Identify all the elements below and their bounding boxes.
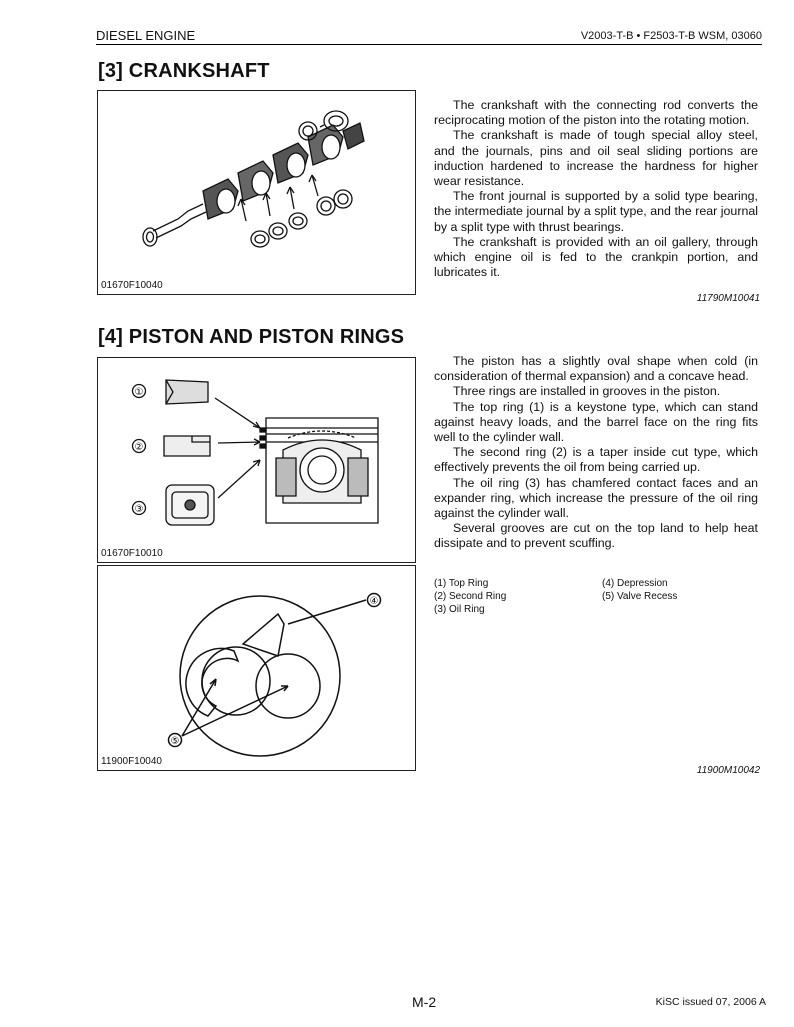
page-number: M-2	[412, 994, 437, 1010]
piston-rings-figure	[97, 357, 416, 563]
header-divider	[96, 44, 762, 45]
piston-rings-figure-id: 01670F10010	[101, 548, 163, 559]
piston-paragraph: The top ring (1) is a keystone type, which can stand against heavy loads, and the barrel face on the ring fits well to the cylinder wall.	[434, 399, 758, 445]
callout-1: ①	[134, 387, 144, 398]
piston-section-title: [4] PISTON AND PISTON RINGS	[98, 326, 405, 348]
crankshaft-paragraph: The crankshaft is made of tough special alloy steel, and the journals, pins and oil seal sliding portions are induction hardened to increase the hardness for higher wear resistance.	[434, 128, 758, 189]
piston-head-figure-id: 11900F10040	[101, 756, 162, 767]
legend-item: (5) Valve Recess	[602, 591, 678, 602]
piston-paragraph: The oil ring (3) has chamfered contact faces and an expander ring, which increase the pressure of the oil ring against the cylinder wall.	[434, 475, 758, 521]
issue-note: KiSC issued 07, 2006 A	[655, 996, 766, 1008]
legend-item: (4) Depression	[602, 578, 668, 589]
piston-paragraph: The piston has a slightly oval shape when cold (in consideration of thermal expansion) and a concave head.	[434, 354, 758, 384]
crankshaft-reference-code: 11790M10041	[696, 293, 760, 304]
legend-item: (3) Oil Ring	[434, 604, 485, 615]
manual-section-header: DIESEL ENGINE	[96, 28, 196, 43]
legend-item: (2) Second Ring	[434, 591, 507, 602]
legend-item: (1) Top Ring	[434, 578, 489, 589]
callout-2: ②	[134, 442, 144, 453]
crankshaft-paragraph: The crankshaft is provided with an oil gallery, through which engine oil is fed to the crankpin portion, and lubricates it.	[434, 234, 758, 280]
piston-reference-code: 11900M10042	[696, 765, 760, 776]
crankshaft-figure-id: 01670F10040	[101, 280, 163, 291]
callout-5: ⑤	[170, 736, 180, 747]
crankshaft-figure	[97, 90, 416, 295]
piston-head-figure	[97, 565, 416, 771]
piston-paragraph: The second ring (2) is a taper inside cut type, which effectively prevents the oil from being carried up.	[434, 445, 758, 475]
piston-paragraph: Three rings are installed in grooves in the piston.	[453, 384, 721, 399]
piston-paragraph: Several grooves are cut on the top land to help heat dissipate and to prevent scuffing.	[434, 521, 758, 551]
piston-rings-illustration	[98, 358, 415, 562]
crankshaft-description	[434, 98, 758, 280]
callout-4: ④	[369, 596, 379, 607]
crankshaft-paragraph: The front journal is supported by a solid type bearing, the intermediate journal by a split type, and the rear journal by a split type with thrust bearings.	[434, 189, 758, 234]
piston-head-illustration	[98, 566, 415, 770]
crankshaft-section-title: [3] CRANKSHAFT	[98, 60, 270, 82]
piston-description	[434, 354, 758, 552]
crankshaft-illustration	[98, 91, 415, 294]
manual-model-header: V2003-T-B • F2503-T-B WSM, 03060	[580, 30, 762, 42]
callout-3: ③	[134, 504, 144, 515]
crankshaft-paragraph: The crankshaft with the connecting rod converts the reciprocating motion of the piston into the rotating motion.	[434, 98, 758, 128]
